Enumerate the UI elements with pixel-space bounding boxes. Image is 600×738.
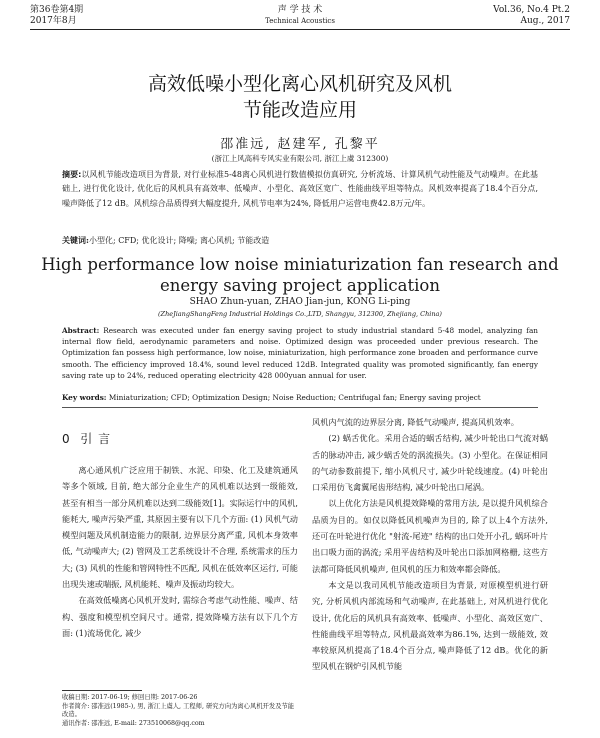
volume-issue-en: Vol.36, No.4 Pt.2 — [493, 5, 570, 15]
footnote-divider — [62, 690, 142, 691]
section-title: 引 言 — [80, 432, 112, 446]
journal-name-cn: 声 学 技 术 — [277, 5, 323, 15]
footnote-author-bio: 作者简介: 邵准远(1985-), 男, 浙江上虞人, 工程师, 研究方向为离心风机开发及节能改造。 — [62, 702, 295, 718]
affiliation-cn: (浙江上风高科专风实业有限公司, 浙江上虞 312300) — [211, 154, 389, 163]
body-paragraph: (2) 蜗舌优化。采用合适的蜗舌结构, 减少叶轮出口气流对蜗舌的脉动冲击, 减少蜗舌处的涡流损失。(3) 小型化。在保证相同的气动参数前提下, 缩小风机尺寸, 减少叶轮线速度。(4) 叶轮出口采用仿飞禽翼尾齿形结构, 减少叶轮出口尾涡。 — [312, 433, 548, 493]
body-paragraph: 以上优化方法是风机提效降噪的常用方法, 是以提升风机综合品质为目的。如仅以降低风机噪声为目的, 除了以上4个方法外, 还可在叶轮进行优化 "射流-尾迹" 结构的出口处开小孔, 蜗环叶片出口吸力面的涡流; 采用平齿结构及叶轮出口添加网格栅, 这些方法都可降低风机噪声, 但风机的压力和效率都会降低。 — [312, 498, 548, 574]
authors-cn: 邵准远, 赵建军, 孔黎平 — [220, 137, 380, 152]
body-paragraph: 风机内气流的边界层分离, 降低气动噪声, 提高风机效率。 — [312, 417, 519, 427]
abstract-en-text: Research was executed under fan energy saving project to study industrial standard 5-48 model, analyzing fan internal flow field, aerodynamic parameters and noise. Optimized design was proceeded under previous research. The Optimization fan possess high performance, low noise, miniaturization, high performance zone broaden and performance curve smooth. The efficiency improved 18.4%, sound level reduced 12dB. Integrated quality was promoted significantly, fan energy saving rate up to 24%, reduced operating electricity 428 000yuan annual for user. — [62, 326, 539, 380]
keywords-cn-text: 小型化; CFD; 优化设计; 降噪; 离心风机; 节能改造 — [88, 236, 270, 245]
publication-date: 2017年8月 — [30, 16, 77, 26]
footnote-corresponding: 通讯作者: 邵准远, E-mail: 273510068@qq.com — [62, 719, 205, 727]
abstract-cn-label: 摘要: — [62, 170, 82, 179]
abstract-en — [62, 325, 538, 381]
header-divider — [30, 29, 570, 30]
running-header — [30, 5, 570, 29]
keywords-cn — [62, 235, 538, 246]
affiliation-en: (ZheJiangShangFeng Industrial Holdings Co.,LTD, Shangyu, 312300, Zhejiang, China) — [158, 310, 442, 318]
keywords-en-text: Miniaturization; CFD; Optimization Design; Noise Reduction; Centrifugal fan; Energy saving project — [108, 393, 481, 402]
volume-issue: 第36卷第4期 — [30, 5, 84, 15]
body-paragraph: 离心通风机广泛应用于制铁、水泥、印染、化工及建筑通风等多个领域, 目前, 绝大部分企业生产的风机难以达到一级能效, 甚至有相当一部分风机难以达到二级能效[1]。实际运行中的风机, 能耗大, 噪声污染严重, 其原因主要有以下几个方面: (1) 风机气动模型问题及风机制造能力的限制, 边界层分离严重, 风机本身效率低, 气动噪声大; (2) 管网及工艺系统设计不合理, 系统需求的压力大; (3) 风机的性能和管网特性不匹配, 风机在低效率区运行, 可能出现失速或喘振, 风机能耗、噪声及振动均较大。 — [62, 465, 298, 590]
body-paragraph: 本文是以我司风机节能改造项目为背景, 对原模型机进行研究, 分析风机内部流场和气动噪声, 在此基础上, 对风机进行优化设计, 优化后的风机具有高效率、低噪声、小型化、高效区宽广、性能曲线平坦等特点, 风机最高效率为86.1%, 达到一级能效, 效率较原风机提高了18.4个百分点, 噪声降低了12 dB。优化的新型风机在钢炉引风机节能 — [312, 579, 548, 672]
keywords-cn-label: 关键词: — [62, 235, 89, 245]
abstract-cn — [62, 168, 538, 211]
section-number: 0 — [62, 432, 71, 446]
journal-name-en: Technical Acoustics — [265, 17, 335, 25]
footnote — [62, 694, 298, 728]
paper-title-en-line1: High performance low noise miniaturization fan research and — [41, 255, 559, 274]
section-heading — [62, 430, 111, 447]
body-right-column — [312, 414, 548, 675]
paper-title-cn — [30, 71, 570, 123]
abstract-divider — [62, 407, 538, 408]
footnote-received: 收稿日期: 2017-06-19; 修回日期: 2017-06-26 — [62, 694, 198, 701]
publication-date-en: Aug., 2017 — [520, 16, 570, 26]
paper-title-en-line2: energy saving project application — [160, 276, 440, 295]
keywords-en-label: Key words: — [62, 393, 107, 402]
journal-volume-en — [493, 5, 570, 27]
paper-title-cn-line2: 节能改造应用 — [242, 99, 357, 121]
body-left-column — [62, 462, 298, 641]
body-paragraph: 在高效低噪离心风机开发时, 需综合考虑气动性能、噪声、结构、强度和模型机空间尺寸。通常, 提效降噪方法有以下几个方面: (1)流场优化, 减少 — [62, 595, 298, 638]
abstract-cn-text: 以风机节能改造项目为背景, 对行业标准5-48离心风机进行数值模拟仿真研究, 分析流场、计算风机气动性能及气动噪声。在此基础上, 进行优化设计, 优化后的风机具有高效率、低噪声、小型化、高效区宽广、性能曲线平坦等特点。风机效率提高了18.4个百分点, 噪声降低了12 dB。风机综合品质得到大幅度提升, 风机节电率为24%, 降低用户运营电费42.8万元/年。 — [62, 170, 539, 208]
journal-name — [30, 5, 570, 27]
abstract-en-label: Abstract: — [62, 326, 100, 335]
keywords-en — [62, 392, 538, 403]
authors-en: SHAO Zhun-yuan, ZHAO Jian-jun, KONG Li-ping — [189, 297, 411, 307]
paper-title-en — [30, 254, 570, 296]
paper-title-cn-line1: 高效低噪小型化离心风机研究及风机 — [147, 73, 452, 95]
